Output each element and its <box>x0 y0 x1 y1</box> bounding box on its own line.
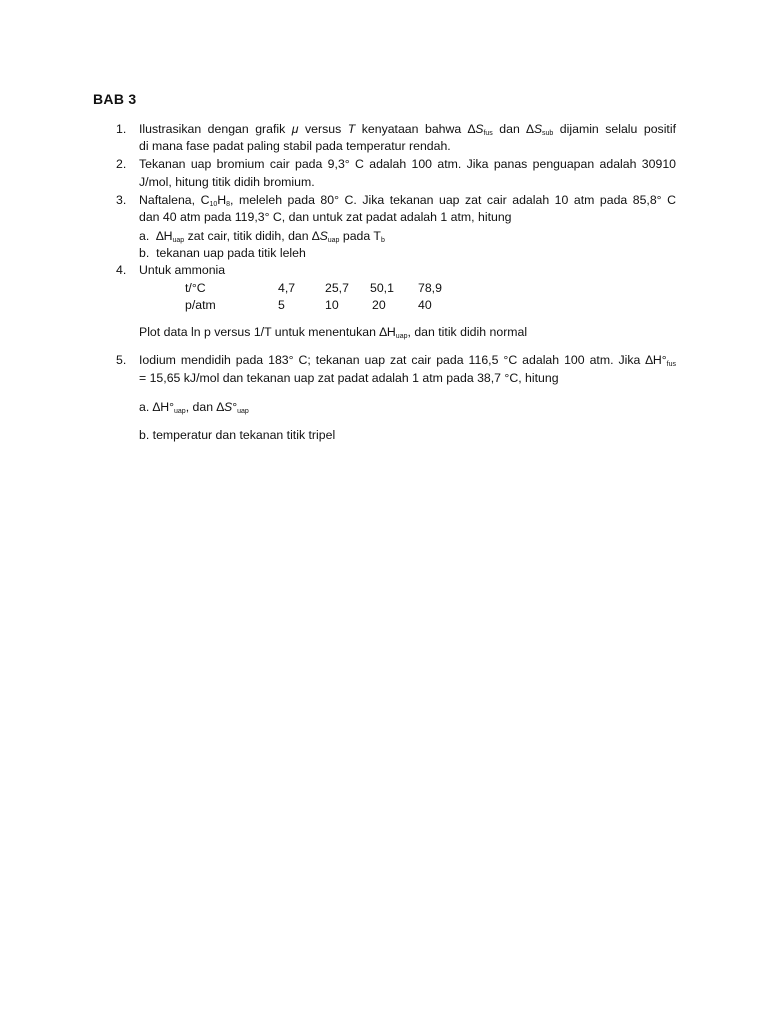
q1-number: 1. <box>116 122 127 136</box>
table-cell: 20 <box>372 298 386 312</box>
q4-intro: Untuk ammonia <box>139 263 226 277</box>
q5-line-2: = 15,65 kJ/mol dan tekanan uap zat padat adalah 1 atm pada 38,7 °C, hitung <box>139 371 559 385</box>
q3-item-b: b. tekanan uap pada titik leleh <box>139 246 306 260</box>
q2-line-2: J/mol, hitung titik didih bromium. <box>139 175 315 189</box>
table-cell: 10 <box>325 298 339 312</box>
q3-number: 3. <box>116 193 127 207</box>
q4-plot-instruction: Plot data ln p versus 1/T untuk menentukan $\Delta H_{uap}$, dan titik didih normal <box>139 325 528 340</box>
table-cell: 4,7 <box>278 281 296 295</box>
table-cell: 5 <box>278 298 285 312</box>
q3-line-2: dan 40 atm pada 119,3° C, dan untuk zat padat adalah 1 atm, hitung <box>139 210 512 224</box>
q3-line-1: Naftalena, $C_{10}H_8$, meleleh pada 80° C. Jika tekanan uap zat cair adalah 10 atm pada 85,8° C <box>139 193 676 208</box>
table-cell: 50,1 <box>370 281 394 295</box>
table-header-t: t/°C <box>185 281 206 295</box>
table-header-p: p/atm <box>185 298 216 312</box>
table-cell: 78,9 <box>418 281 442 295</box>
q5-item-b: b. temperatur dan tekanan titik tripel <box>139 428 336 442</box>
table-cell: 25,7 <box>325 281 349 295</box>
table-cell: 40 <box>418 298 432 312</box>
q5-item-a: a. $\Delta H^\circ_{uap}$, dan $\Delta S^\circ_{uap}$ <box>139 400 249 415</box>
q2-line-1: Tekanan uap bromium cair pada 9,3° C adalah 100 atm. Jika panas penguapan adalah 30910 <box>139 157 676 171</box>
q2-number: 2. <box>116 157 127 171</box>
q1-line-2: di mana fase padat paling stabil pada temperatur rendah. <box>139 139 451 153</box>
q1-line-1: Ilustrasikan dengan grafik μ versus T kenyataan bahwa $\Delta S_{fus}$ dan $\Delta S_{sub}$ dijamin selalu positif <box>139 122 676 137</box>
q4-number: 4. <box>116 263 127 277</box>
chapter-heading: BAB 3 <box>93 91 137 107</box>
q3-item-a: a. $\Delta H_{uap}$ zat cair, titik didih, dan $\Delta S_{uap}$ pada $T_b$ <box>139 229 385 244</box>
q5-number: 5. <box>116 353 127 367</box>
q5-line-1: Iodium mendidih pada 183° C; tekanan uap zat cair pada 116,5 °C adalah 100 atm. Jika $\Delta H^\circ_{fus}$ <box>139 353 676 368</box>
